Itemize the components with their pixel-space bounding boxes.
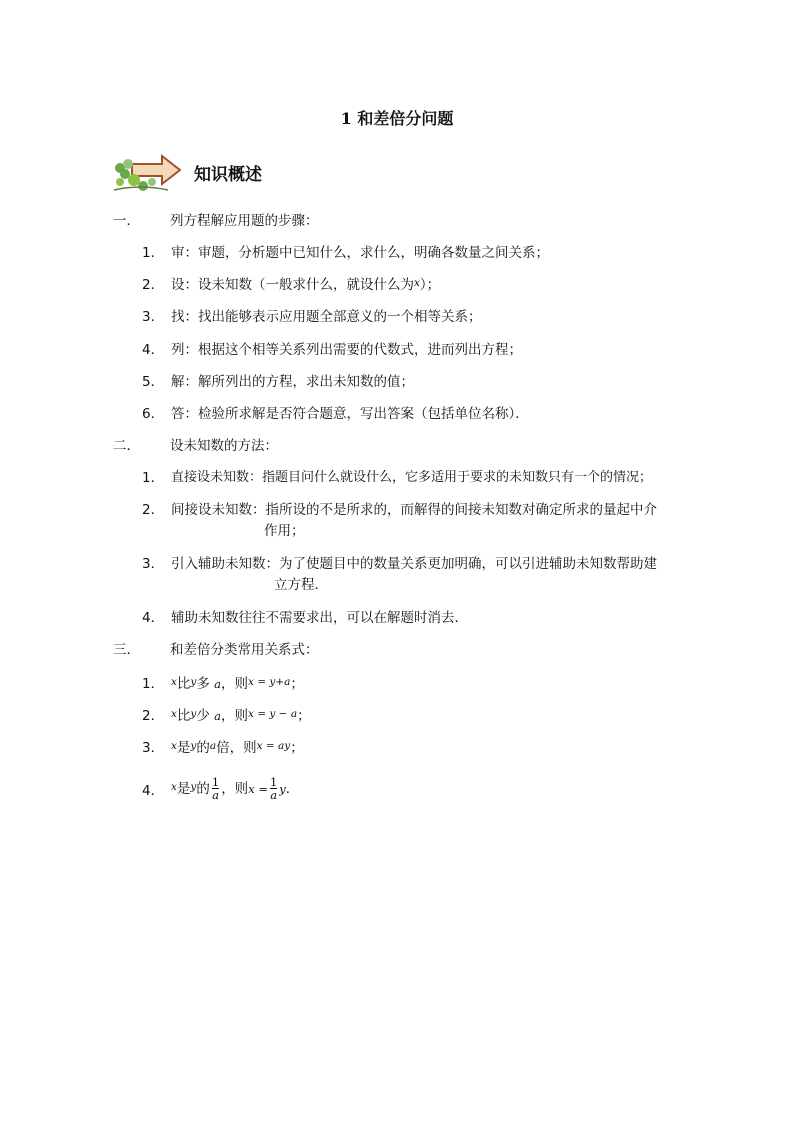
word: 比 bbox=[176, 676, 191, 692]
variable-x: x bbox=[171, 781, 177, 793]
item-number: 2． bbox=[142, 708, 165, 724]
heading-text: 知识概述 bbox=[194, 165, 262, 185]
punctuation: ． bbox=[285, 781, 300, 797]
word: 比 bbox=[176, 708, 191, 724]
fraction-numerator: 1 bbox=[269, 775, 278, 789]
item-text: 找：找出能够表示应用题全部意义的一个相等关系； bbox=[171, 309, 482, 325]
item-number: 6． bbox=[142, 406, 165, 422]
variable-a: a bbox=[214, 709, 222, 723]
word: 少 bbox=[196, 708, 210, 724]
fraction-denominator: a bbox=[270, 788, 278, 802]
word: 的 bbox=[196, 740, 210, 756]
item-text: 间接设未知数：指所设的不是所求的，而解得的间接未知数对确定所求的量起中介 bbox=[171, 502, 657, 518]
item-text-pre: 设：设未知数（一般求什么，就设什么为 bbox=[171, 277, 414, 293]
item-text: 引入辅助未知数：为了使题目中的数量关系更加明确，可以引进辅助未知数帮助建 bbox=[171, 556, 657, 572]
item-number: 4． bbox=[142, 342, 165, 358]
item-text bbox=[171, 276, 440, 295]
item-number: 1． bbox=[142, 470, 165, 486]
section-title: 设未知数的方法： bbox=[170, 438, 278, 454]
fraction bbox=[270, 776, 277, 802]
formula-text bbox=[171, 707, 311, 726]
section-number: 二． bbox=[113, 438, 140, 454]
item-number: 3． bbox=[142, 740, 165, 756]
clover-arrow-icon bbox=[110, 150, 186, 196]
variable-a: a bbox=[209, 740, 217, 752]
variable-x: x bbox=[171, 676, 177, 688]
word: ，则 bbox=[221, 708, 249, 724]
variable-y: y bbox=[190, 740, 197, 752]
word: 是 bbox=[176, 740, 191, 756]
item-text-post: ）； bbox=[419, 277, 441, 293]
equation: x = ay bbox=[256, 740, 291, 752]
item-text: 答：检验所求解是否符合题意，写出答案（包括单位名称）． bbox=[171, 406, 529, 422]
item-text-continuation: 立方程． bbox=[274, 577, 328, 593]
equation: x = y − a bbox=[248, 708, 298, 720]
word: 倍，则 bbox=[216, 740, 257, 756]
variable-x: x bbox=[171, 708, 177, 720]
formula-text bbox=[171, 739, 304, 758]
word: ，则 bbox=[221, 781, 249, 797]
item-text: 直接设未知数：指题目问什么就设什么，它多适用于要求的未知数只有一个的情况； bbox=[171, 470, 653, 485]
item-text: 辅助未知数往往不需要求出，可以在解题时消去． bbox=[171, 610, 468, 626]
item-text: 列：根据这个相等关系列出需要的代数式，进而列出方程； bbox=[171, 342, 522, 358]
variable-y: y bbox=[190, 781, 197, 793]
variable-x: x bbox=[171, 740, 177, 752]
section-number: 一． bbox=[113, 213, 140, 229]
fraction-denominator: a bbox=[212, 788, 219, 802]
formula-text bbox=[171, 675, 304, 694]
punctuation: ； bbox=[290, 740, 304, 756]
equation-left: x = bbox=[248, 782, 268, 796]
section-title: 列方程解应用题的步骤： bbox=[170, 213, 319, 229]
item-number: 4． bbox=[142, 610, 165, 626]
word: 的 bbox=[196, 781, 210, 797]
item-number: 5． bbox=[142, 374, 165, 390]
fraction-numerator: 1 bbox=[211, 775, 220, 789]
item-number: 1． bbox=[142, 676, 165, 692]
word: 多 bbox=[196, 676, 210, 692]
section-heading bbox=[110, 150, 410, 196]
item-number: 3． bbox=[142, 556, 165, 572]
word: ，则 bbox=[221, 676, 249, 692]
punctuation: ； bbox=[290, 676, 304, 692]
item-number: 1． bbox=[142, 245, 165, 261]
item-text-continuation: 作用； bbox=[264, 523, 305, 539]
section-number: 三． bbox=[113, 642, 140, 658]
variable-y: y bbox=[279, 782, 286, 796]
item-number: 2． bbox=[142, 502, 165, 518]
variable-a: a bbox=[214, 677, 222, 691]
equation: x = y+a bbox=[248, 676, 291, 688]
item-text: 审：审题，分析题中已知什么，求什么，明确各数量之间关系； bbox=[171, 245, 549, 261]
item-number: 2． bbox=[142, 277, 165, 293]
item-number: 3． bbox=[142, 309, 165, 325]
section-title: 和差倍分类常用关系式： bbox=[170, 642, 319, 658]
variable-y: y bbox=[190, 708, 197, 720]
item-number: 4． bbox=[142, 783, 165, 799]
page-title: 1 和差倍分问题 bbox=[340, 109, 454, 128]
variable-y: y bbox=[190, 676, 197, 688]
variable-x: x bbox=[414, 277, 420, 289]
item-text: 解：解所列出的方程，求出未知数的值； bbox=[171, 374, 414, 390]
fraction bbox=[212, 776, 219, 802]
word: 是 bbox=[176, 781, 191, 797]
formula-text bbox=[171, 774, 299, 805]
punctuation: ； bbox=[297, 708, 311, 724]
